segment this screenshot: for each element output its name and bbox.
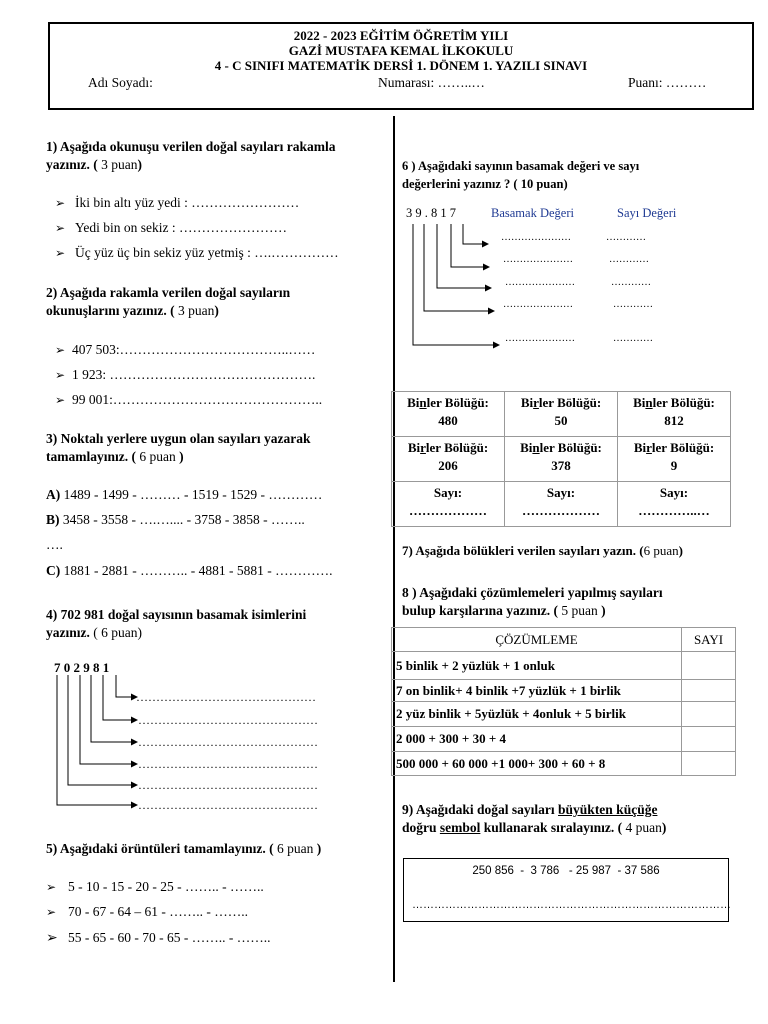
q7-cell-value: 206 [438, 458, 458, 473]
q7-answer-cell[interactable] [505, 482, 618, 527]
arrow-bullet-icon: ➢ [55, 343, 66, 357]
q8-title [402, 584, 663, 620]
q6-title-line2: değerlerini yazınız ? ( 10 puan) [402, 177, 568, 191]
q3-b-label: B) [46, 512, 60, 527]
q7-sayi-fill[interactable]: …………..… [638, 503, 710, 518]
table-row [392, 727, 736, 752]
arrow-bullet-icon: ➢ [46, 931, 58, 946]
q7-cell-value: 480 [438, 413, 458, 428]
q9-title-line2: doğru [402, 820, 437, 835]
q6-title-line1: 6 ) Aşağıdaki sayının basamak değeri ve sayı [402, 159, 640, 173]
table-row [392, 392, 731, 437]
q5-close: ) [316, 841, 322, 856]
q1-title-line2: yazınız. ( [46, 157, 98, 172]
q5-item-text: 55 - 65 - 60 - 70 - 65 - …….. - …….. [68, 930, 271, 945]
q7-cell [618, 392, 731, 437]
q7-cell-label-underline: n [532, 440, 540, 455]
q7-points: 6 puan [643, 543, 679, 558]
q7-cell-label: ler Bölüğü: [426, 395, 489, 410]
number-label: Numarası: ……..… [378, 75, 485, 90]
q6-number: 3 9 . 8 1 7 [406, 206, 456, 220]
arrow-bullet-icon: ➢ [55, 246, 66, 260]
q7-cell-value: 9 [670, 458, 678, 473]
q9-title-line2-end: kullanarak sıralayınız. ( [483, 820, 623, 835]
q4-answer-line[interactable]: ……………………………………… [136, 690, 316, 704]
q7-cell-label: Bi [520, 395, 534, 410]
q9-title-underline: büyükten küçüğe [558, 802, 658, 817]
q7-sayi-label: Sayı: [659, 485, 689, 500]
q8-col-cozumleme: ÇÖZÜMLEME [392, 628, 682, 652]
q6-sayi-fill[interactable]: ………… [609, 254, 649, 265]
q1-close: ) [137, 157, 142, 172]
score-label: Puanı: ……… [628, 75, 707, 90]
q1-item-text: Üç yüz üç bin sekiz yüz yetmiş : ….…………… [75, 245, 339, 260]
q8-row-text: 500 000 + 60 000 +1 000+ 300 + 60 + 8 [392, 752, 682, 776]
table-row [392, 652, 736, 680]
school-name: GAZİ MUSTAFA KEMAL İLKOKULU [288, 43, 514, 58]
q7-answer-cell[interactable] [618, 482, 731, 527]
arrow-bullet-icon: ➢ [46, 880, 57, 894]
q7-cell-label: Bi [407, 440, 421, 455]
q2-item-text: 99 001:……………………………………….. [72, 392, 323, 407]
q7-cell-label: ler Bölüğü: [538, 395, 602, 410]
q7-cell-label: Bi [633, 395, 646, 410]
q7-cell-label: ler Bölüğü: [425, 440, 489, 455]
arrow-bullet-icon: ➢ [55, 221, 66, 235]
q2-item-text: 1 923: ………………………………………. [72, 367, 316, 382]
q7-cell-label-underline: n [419, 395, 427, 410]
q8-title-line1: 8 ) Aşağıdaki çözümlemeleri yapılmış sayıları [402, 585, 663, 600]
q6-sayi-fill[interactable]: ………… [606, 232, 646, 243]
q1-title-line1: 1) Aşağıda okunuşu verilen doğal sayıları rakamla [46, 139, 336, 154]
q1-item-text: Yedi bin on sekiz : …………………… [75, 220, 288, 235]
q8-answer-cell[interactable] [682, 727, 736, 752]
exam-title: 4 - C SINIFI MATEMATİK DERSİ 1. DÖNEM 1. YAZILI SINAVI [214, 58, 588, 73]
name-label: Adı Soyadı: [88, 75, 153, 90]
q9-title [402, 801, 666, 837]
q8-row-text: 5 binlik + 2 yüzlük + 1 onluk [392, 652, 682, 680]
q4-answer-line[interactable]: ……………………………………… [138, 735, 318, 749]
q4-title-line1: 4) 702 981 doğal sayısının basamak isimlerini [46, 607, 307, 622]
q6-sayi-fill[interactable]: ………… [611, 277, 651, 288]
q3-close: ) [179, 449, 184, 464]
q6-sayi-fill[interactable]: ………… [613, 333, 653, 344]
q8-row-text: 2 000 + 300 + 30 + 4 [392, 727, 682, 752]
q8-points: 5 puan [561, 603, 598, 618]
q7-cell-label: Bi [520, 440, 533, 455]
q8-title-line2: bulup karşılarına yazınız. ( [402, 603, 559, 618]
q5-item-text: 5 - 10 - 15 - 20 - 25 - …….. - …….. [68, 879, 264, 894]
q8-answer-cell[interactable] [682, 652, 736, 680]
q7-sayi-fill[interactable]: ……………… [409, 503, 487, 518]
q2-title-line1: 2) Aşağıda rakamla verilen doğal sayıların [46, 285, 291, 300]
q9-numbers: 250 856 - 3 786 - 25 987 - 37 586 [472, 865, 660, 877]
q7-cell [505, 392, 618, 437]
q7-cell-value: 378 [551, 458, 571, 473]
q4-digits: 7 0 2 9 8 1 [54, 660, 110, 675]
table-row [392, 437, 731, 482]
q6-basamak-fill[interactable]: ………………… [503, 299, 573, 310]
q3-title-line1: 3) Noktalı yerlere uygun olan sayıları yazarak [46, 431, 311, 446]
table-row [392, 680, 736, 702]
q5-points: 6 puan [277, 841, 314, 856]
q5-item-text: 70 - 67 - 64 – 61 - …….. - …….. [68, 904, 248, 919]
q8-answer-cell[interactable] [682, 702, 736, 727]
q4-answer-line[interactable]: ……………………………………… [138, 798, 318, 812]
q8-answer-cell[interactable] [682, 680, 736, 702]
q6-col-sayi: Sayı Değeri [617, 206, 677, 220]
q7-sayi-fill[interactable]: ……………… [522, 503, 600, 518]
q7-cell-label: ler Bölüğü: [652, 395, 715, 410]
q9-answer-line[interactable]: …………………………………………………………………………… [412, 899, 731, 911]
q6-col-basamak: Basamak Değeri [491, 206, 574, 220]
q9-answer-box [403, 858, 729, 922]
q3-points: 6 puan [139, 449, 176, 464]
q7-cell [392, 437, 505, 482]
q7-cell [618, 437, 731, 482]
q7-answer-cell[interactable] [392, 482, 505, 527]
q7-sayi-label: Sayı: [546, 485, 576, 500]
q7-cell-label: ler Bölüğü: [651, 440, 715, 455]
arrow-bullet-icon: ➢ [55, 393, 66, 407]
table-row [392, 482, 731, 527]
q7-cell [392, 392, 505, 437]
arrow-bullet-icon: ➢ [55, 196, 66, 210]
q3-row-b-cont: …. [46, 537, 63, 552]
q7-sayi-label: Sayı: [433, 485, 463, 500]
q3-a-text: 1489 - 1499 - ……… - 1519 - 1529 - ………… [63, 487, 323, 502]
q2-points: 3 puan [178, 303, 215, 318]
table-row [392, 702, 736, 727]
q1-points: 3 puan [101, 157, 138, 172]
q9-title-line1: 9) Aşağıdaki doğal sayıları [402, 802, 555, 817]
q3-c-text: 1881 - 2881 - ……….. - 4881 - 5881 - …………. [63, 563, 333, 578]
q4-points: ( 6 puan) [93, 625, 142, 640]
q7-title [402, 543, 683, 559]
q3-title-line2: tamamlayınız. ( [46, 449, 136, 464]
q7-cell-label: ler Bölüğü: [539, 440, 602, 455]
q7-cell-label-underline: r [646, 440, 652, 455]
q8-row-text: 7 on binlik+ 4 binlik +7 yüzlük + 1 birlik [392, 680, 682, 702]
arrow-bullet-icon: ➢ [55, 368, 66, 382]
q8-close: ) [601, 603, 606, 618]
q4-title-line2: yazınız. [46, 625, 90, 640]
q2-title-line2: okunuşlarını yazınız. ( [46, 303, 175, 318]
q7-cell-label-underline: r [533, 395, 539, 410]
q7-cell-value: 812 [664, 413, 684, 428]
q7-cell [505, 437, 618, 482]
academic-year: 2022 - 2023 EĞİTİM ÖĞRETİM YILI [293, 28, 509, 43]
q4-answer-line[interactable]: ……………………………………… [138, 778, 318, 792]
q4-answer-line[interactable]: ……………………………………… [138, 713, 318, 727]
q6-basamak-fill[interactable]: ………………… [503, 254, 573, 265]
q7-close: ) [678, 543, 683, 558]
table-header-row [392, 628, 736, 652]
q7-cell-label-underline: n [645, 395, 653, 410]
q2-item-text: 407 503:………………………………..…… [72, 342, 316, 357]
q4-answer-line[interactable]: ……………………………………… [138, 757, 318, 771]
q9-points: 4 puan [625, 820, 662, 835]
q6-basamak-fill[interactable]: ………………… [505, 277, 575, 288]
arrow-bullet-icon: ➢ [46, 905, 57, 919]
q7-cell-label: Bi [407, 395, 420, 410]
q3-c-label: C) [46, 563, 61, 578]
q3-b-text: 3458 - 3558 - ….….... - 3758 - 3858 - …….. [62, 512, 305, 527]
q6-sayi-fill[interactable]: ………… [613, 299, 653, 310]
q8-row-text: 2 yüz binlik + 5yüzlük + 4onluk + 5 birlik [392, 702, 682, 727]
q6-basamak-fill[interactable]: ………………… [501, 232, 571, 243]
q5-title-text: 5) Aşağıdaki örüntüleri tamamlayınız. ( [46, 841, 274, 856]
q3-a-label: A) [46, 487, 61, 502]
q9-title-underline: sembol [439, 820, 481, 835]
q2-close: ) [214, 303, 219, 318]
q8-answer-cell[interactable] [682, 752, 736, 776]
q7-cell-label: Bi [633, 440, 647, 455]
q8-table [391, 627, 736, 776]
q1-item-text: İki bin altı yüz yedi : …………………… [75, 195, 300, 210]
q7-title-text: 7) Aşağıda bölükleri verilen sayıları yazın. ( [402, 543, 644, 558]
q7-cell-label-underline: r [420, 440, 426, 455]
q6-basamak-fill[interactable]: ………………… [505, 333, 575, 344]
q7-cell-value: 50 [554, 413, 568, 428]
q7-group-table [391, 391, 731, 527]
table-row [392, 752, 736, 776]
q9-close: ) [661, 820, 667, 835]
q8-col-sayi: SAYI [682, 628, 736, 652]
